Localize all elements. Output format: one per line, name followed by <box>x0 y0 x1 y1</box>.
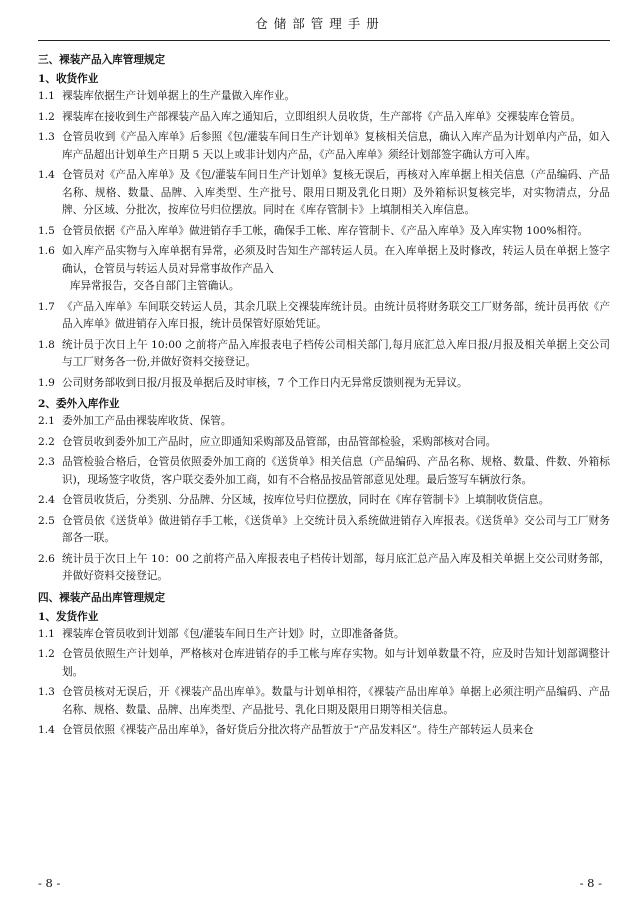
clause-text: 仓管员依照生产计划单，严格核对仓库进销存的手工帐与库存实物。如与计划单数量不符，应及时告知计划部调整计划。 <box>62 648 610 678</box>
clause-list <box>38 626 610 740</box>
clause-number: 1.8 <box>38 338 55 351</box>
clause-text: 如入库产品实物与入库单据有异常，必须及时告知生产部转运人员。在入库单据上及时修改，转运人员在单据上签字确认，仓管员与转运人员对异常事故作产品入 <box>62 245 610 275</box>
clause-item <box>38 434 610 452</box>
clause-item <box>38 513 610 548</box>
clause-item <box>38 722 610 740</box>
section-title: 四、裸装产品出库管理规定 <box>38 591 166 604</box>
clause-text: 仓管员收到委外加工产品时，应立即通知采购部及品管部，由品管部检验，采购部核对合同。 <box>62 435 497 448</box>
page-number-left: - 8 - <box>38 876 61 890</box>
clause-number: 1.7 <box>38 300 55 313</box>
document-body <box>38 50 610 743</box>
clause-text: 仓管员依《送货单》做进销存手工帐，《送货单》上交统计员入系统做进销存入库报表。《送货单》交公司与工厂财务部各一联。 <box>62 514 610 544</box>
clause-item <box>38 337 610 372</box>
clause-number: 1.1 <box>38 627 55 640</box>
clause-text: 公司财务部收到日报/月报及单据后及时审核，7 个工作日内无异常反馈则视为无异议。 <box>62 376 468 389</box>
clause-item <box>38 167 610 220</box>
section-title: 三、裸装产品入库管理规定 <box>38 54 166 66</box>
clause-number: 1.2 <box>38 110 55 123</box>
page-header-title: 仓储部管理手册 <box>255 16 385 31</box>
clause-text: 品管检验合格后，仓管员依照委外加工商的《送货单》相关信息（产品编码、产品名称、规格、数量、件数、外箱标识)，现场签字收货，客户联交委外加工商，如有不合格品按品管部意见处理。最后签写车辆放行条。 <box>62 456 610 486</box>
clause-item <box>38 243 610 296</box>
clause-continuation: 库异常报告，交各自部门主管确认。 <box>70 280 240 292</box>
clause-number: 2.5 <box>38 514 55 527</box>
clause-text: 仓管员收到《产品入库单》后参照《包/灌装车间日生产计划单》复核相关信息，确认入库产品为计划单内产品，如入库产品超出计划单生产日期 5 天以上或非计划内产品，《产品入库单》须经计划部签字确认方可入库。 <box>62 131 610 161</box>
clause-item <box>38 454 610 489</box>
clause-number: 1.2 <box>38 648 55 660</box>
clause-number: 1.9 <box>38 376 55 389</box>
clause-item <box>38 299 610 334</box>
clause-number: 2.1 <box>38 415 55 427</box>
clause-number: 1.4 <box>38 724 55 736</box>
clause-text: 裸装库依据生产计划单据上的生产量做入库作业。 <box>62 90 296 102</box>
clause-number: 1.4 <box>38 169 55 181</box>
subsection-title: 2、委外入库作业 <box>38 398 120 410</box>
clause-text: 仓管员对《产品入库单》及《包/灌装车间日生产计划单》复核无误后，再核对入库单据上相关信息（产品编码、产品名称、规格、数量、品牌、入库类型、生产批号、限用日期及乳化日期）及外箱标识复核完毕，对实物清点，分品牌、分区域、分批次，按库位号归位摆放。同时在《库存管制卡》上填制相关入库信息。 <box>62 169 610 216</box>
clause-text: 仓管员核对无误后，开《裸装产品出库单》。数量与计划单相符，《裸装产品出库单》单据上必须注明产品编码、产品名称、规格、数量、品牌、出库类型、产品批号、乳化日期及限用日期等相关信息。 <box>62 686 610 716</box>
clause-item <box>38 129 610 164</box>
clause-text: 裸装库在接收到生产部裸装产品入库之通知后，立即组织人员收货，生产部将《产品入库单》交裸装库仓管员。 <box>62 110 582 123</box>
subsection-title: 1、发货作业 <box>38 610 99 623</box>
clause-text: 统计员于次日上午 10:00 之前将产品入库报表电子档传公司相关部门,每月底汇总入库日报/月报及相关单据上交公司与工厂财务各一份,并做好资料交接登记。 <box>62 338 610 368</box>
header-divider <box>38 40 610 41</box>
clause-item <box>38 626 610 644</box>
clause-number: 2.6 <box>38 552 55 565</box>
clause-item <box>38 413 610 431</box>
clause-item <box>38 375 610 393</box>
subsection-title: 1、收货作业 <box>38 73 99 85</box>
clause-item <box>38 223 610 241</box>
page-number-right: - 8 - <box>579 876 602 890</box>
clause-text: 仓管员依照《裸装产品出库单》，备好货后分批次将产品暂放于“产品发料区”。待生产部转运人员来仓 <box>62 724 534 736</box>
clause-item <box>38 109 610 127</box>
clause-text: 委外加工产品由裸装库收货、保管。 <box>62 415 232 427</box>
clause-text: 统计员于次日上午 10：00 之前将产品入库报表电子档传计划部，每月底汇总产品入库及相关单据上交公司财务部，并做好资料交接登记。 <box>62 552 610 582</box>
clause-item <box>38 551 610 586</box>
clause-number: 1.1 <box>38 90 55 102</box>
clause-number: 2.2 <box>38 435 55 448</box>
clause-number: 1.5 <box>38 224 55 237</box>
clause-number: 1.3 <box>38 131 55 143</box>
clause-text: 《产品入库单》车间联交转运人员，其余几联上交裸装库统计员。由统计员将财务联交工厂财务部，统计员再依《产品入库单》做进销存入库日报，统计员保管好原始凭证。 <box>62 300 610 330</box>
clause-text: 裸装库仓管员收到计划部《包/灌装车间日生产计划》时，立即准备备货。 <box>62 627 405 640</box>
clause-item <box>38 684 610 719</box>
clause-number: 2.4 <box>38 494 55 506</box>
clause-number: 2.3 <box>38 456 55 468</box>
clause-number: 1.6 <box>38 245 55 257</box>
clause-number: 1.3 <box>38 686 55 698</box>
clause-text: 仓管员收货后，分类别、分品牌、分区域，按库位号归位摆放，同时在《库存管制卡》上填制收货信息。 <box>62 494 550 506</box>
clause-item <box>38 492 610 510</box>
clause-item <box>38 646 610 681</box>
clause-list <box>38 413 610 586</box>
clause-text: 仓管员依据《产品入库单》做进销存手工帐，确保手工帐、库存管制卡、《产品入库单》及入库实物 100%相符。 <box>62 224 589 237</box>
clause-item <box>38 88 610 106</box>
clause-list <box>38 88 610 392</box>
